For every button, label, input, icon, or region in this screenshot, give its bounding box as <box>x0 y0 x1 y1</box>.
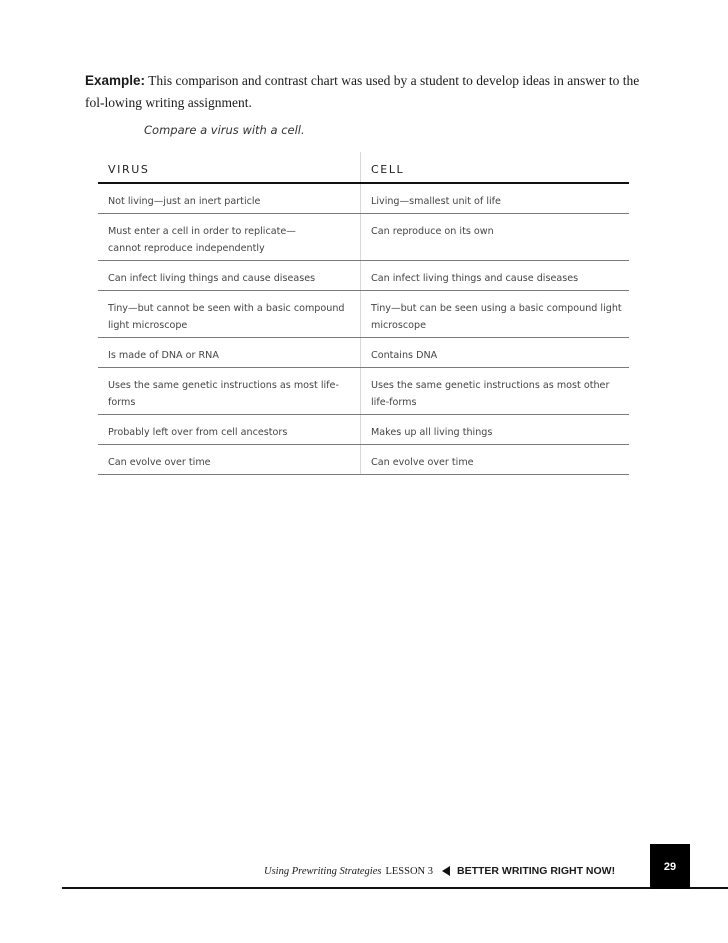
virus-cell: Can infect living things and cause diseases <box>98 261 361 290</box>
cell-cell: Makes up all living things <box>371 427 493 438</box>
virus-cell: Tiny—but cannot be seen with a basic compound light microscope <box>98 291 361 337</box>
intro-text: This comparison and contrast chart was used by a student to develop ideas in answer to the fol-lowing writing assignment. <box>85 73 640 110</box>
header-virus: VIRUS <box>98 152 361 182</box>
virus-cell: Is made of DNA or RNA <box>98 338 361 367</box>
table-row <box>98 368 629 415</box>
virus-cell: Not living—just an inert particle <box>98 184 361 213</box>
virus-cell: Uses the same genetic instructions as most life-forms <box>98 368 361 414</box>
table-body <box>98 184 629 475</box>
table-row <box>98 261 629 291</box>
cell-cell: Can reproduce on its own <box>371 226 494 237</box>
chapter-title: Using Prewriting Strategies <box>264 865 382 877</box>
virus-cell: Probably left over from cell ancestors <box>98 415 361 444</box>
cell-cell: Can evolve over time <box>371 457 474 468</box>
comparison-table <box>98 152 629 475</box>
intro-paragraph <box>85 70 655 114</box>
table-row <box>98 214 629 261</box>
lesson-label: LESSON 3 <box>385 865 434 877</box>
cell-cell: Contains DNA <box>371 350 438 361</box>
table-row <box>98 445 629 475</box>
cell-cell: Living—smallest unit of life <box>371 196 501 207</box>
virus-cell: Can evolve over time <box>98 445 361 474</box>
table-row <box>98 184 629 214</box>
page-footer <box>264 860 615 882</box>
book-title: BETTER WRITING RIGHT NOW! <box>457 865 616 877</box>
header-cell: CELL <box>371 163 405 176</box>
cell-cell: Can infect living things and cause diseases <box>371 273 579 284</box>
footer-rule <box>62 887 728 889</box>
cell-cell: Uses the same genetic instructions as most other life-forms <box>371 380 610 408</box>
left-arrow-icon <box>442 866 450 876</box>
table-row <box>98 291 629 338</box>
virus-cell: Must enter a cell in order to replicate— cannot reproduce independently <box>98 214 361 260</box>
table-header-row <box>98 152 629 184</box>
page-number: 29 <box>650 844 690 889</box>
cell-cell: Tiny—but can be seen using a basic compound light microscope <box>371 303 622 331</box>
table-row <box>98 338 629 368</box>
table-row <box>98 415 629 445</box>
writing-prompt: Compare a virus with a cell. <box>144 123 305 137</box>
example-label: Example: <box>85 73 146 88</box>
